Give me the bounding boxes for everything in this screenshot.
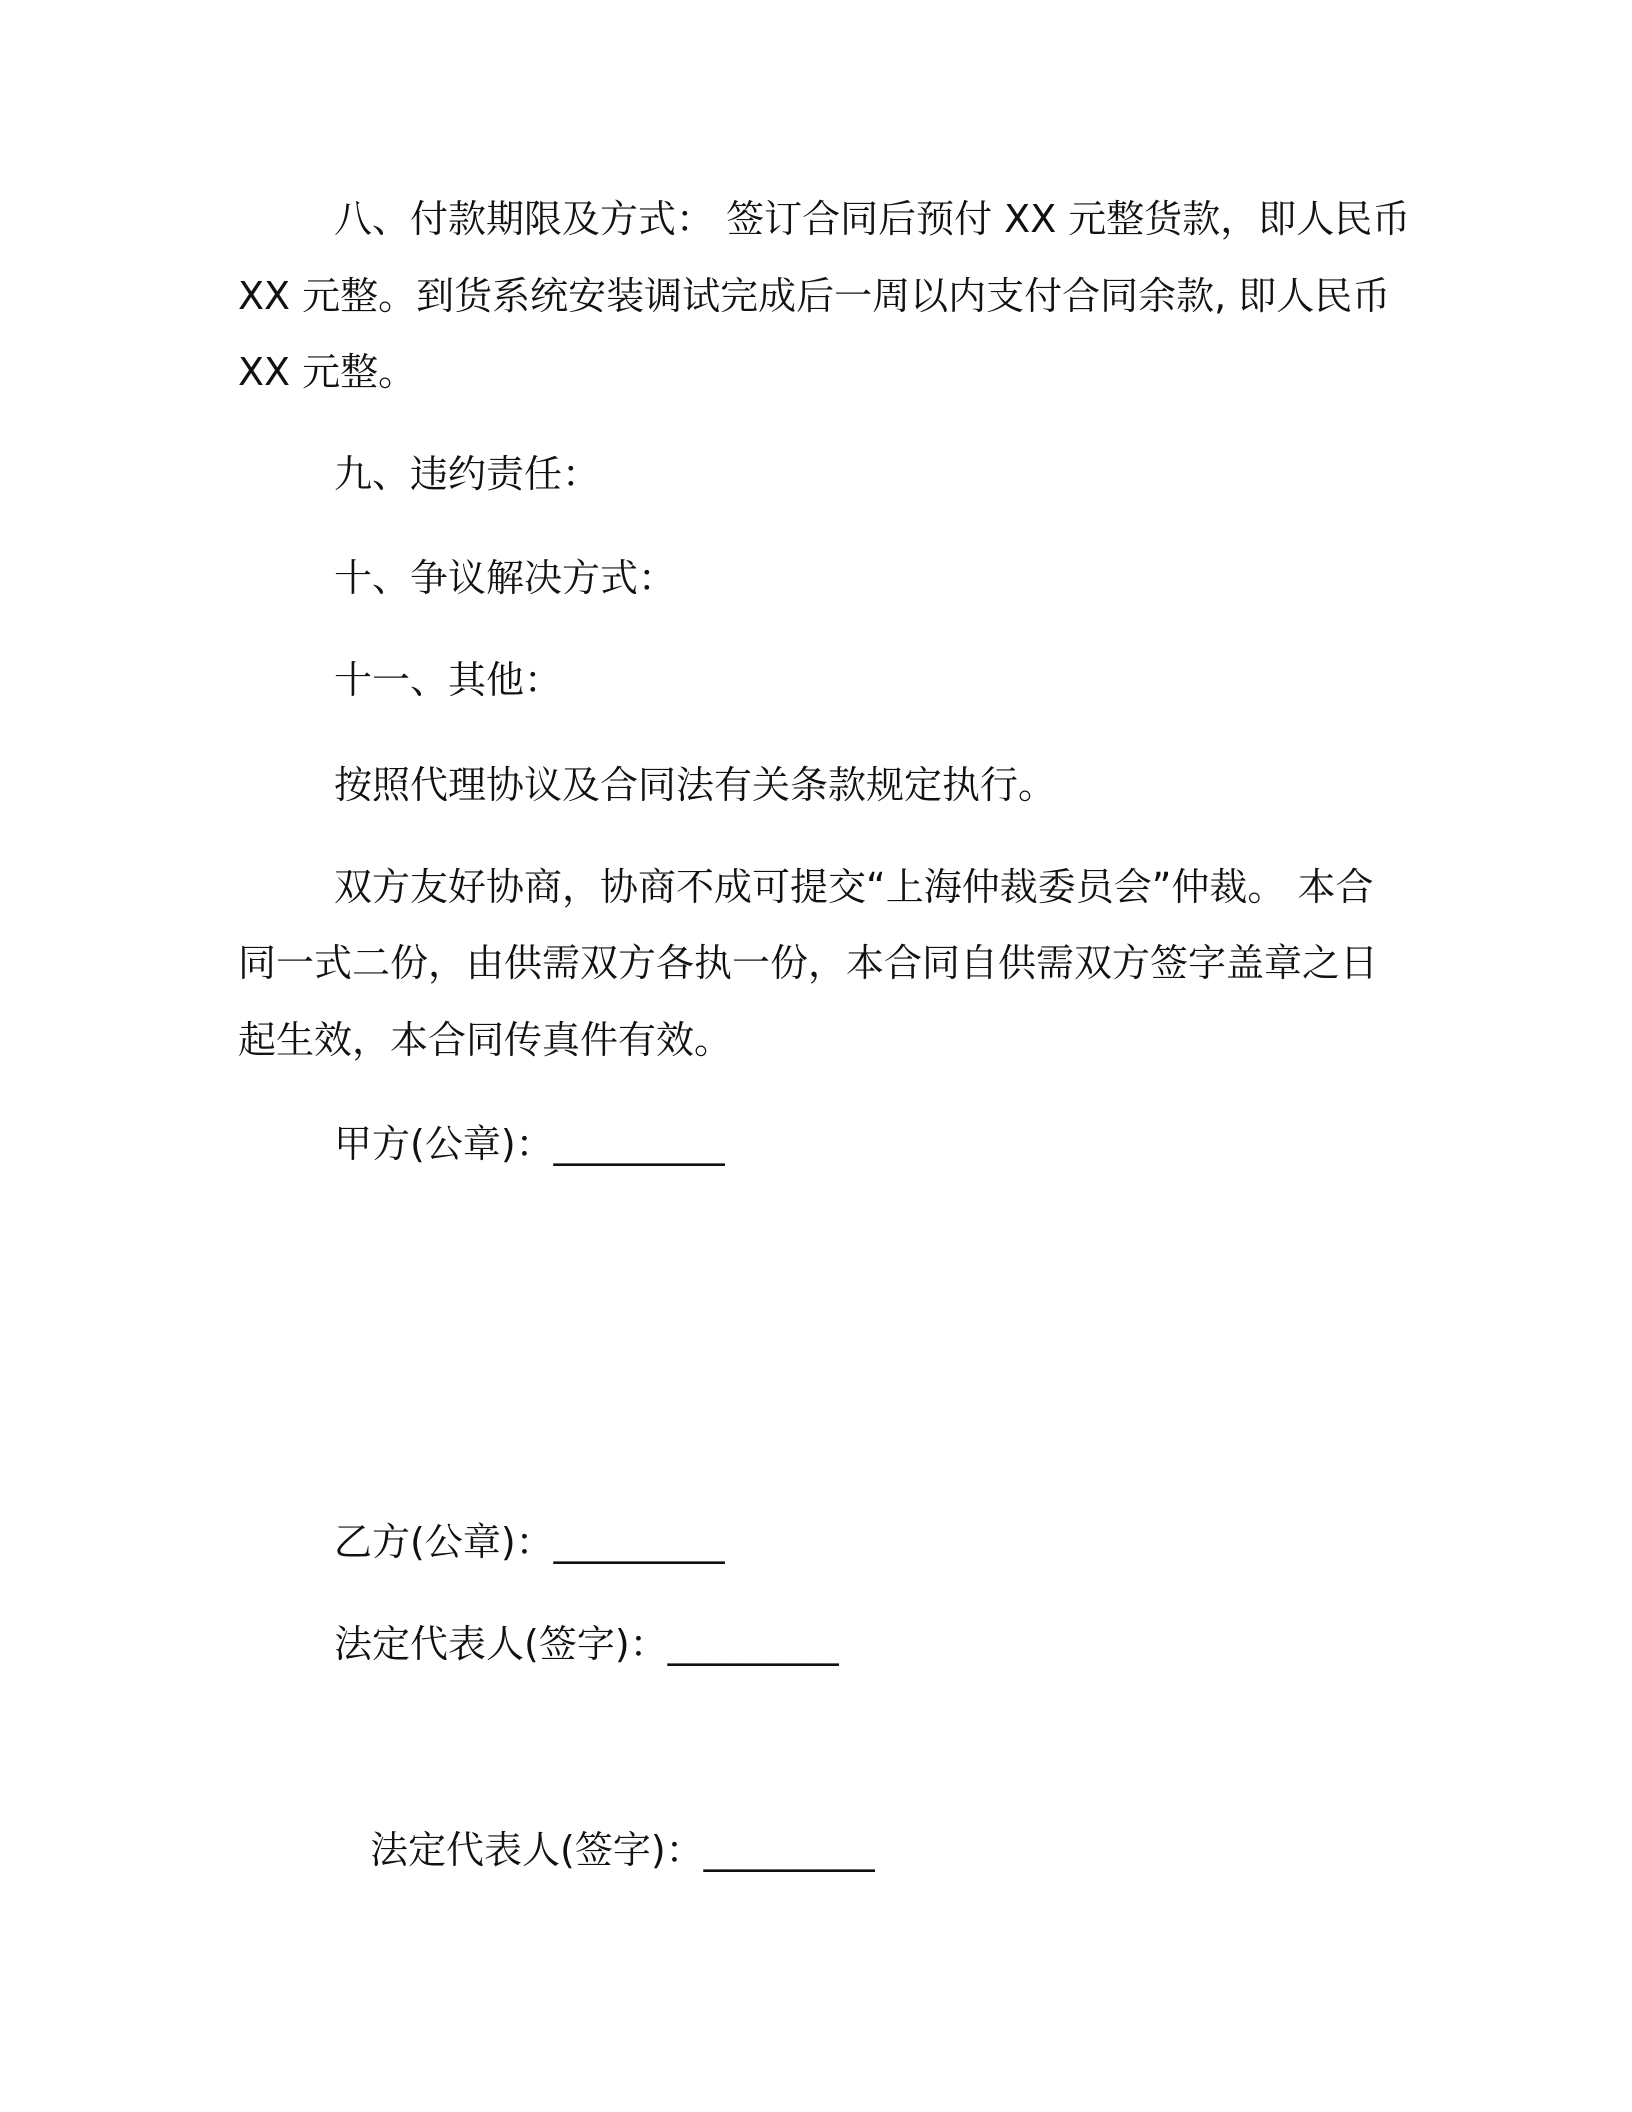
arbitration-line-1: 双方友好协商，协商不成可提交“上海仲裁委员会”仲裁。 本合 <box>334 865 1374 909</box>
party-b-seal: 乙方(公章)：_________ <box>334 1520 725 1564</box>
legal-representative-signature-1: 法定代表人(签字)：_________ <box>334 1622 839 1666</box>
clause-10: 十、争议解决方式： <box>334 556 677 600</box>
clause-9: 九、违约责任： <box>334 452 601 496</box>
execution-note: 按照代理协议及合同法有关条款规定执行。 <box>334 763 1057 807</box>
party-a-seal: 甲方(公章)：_________ <box>334 1122 725 1166</box>
legal-representative-signature-2: 法定代表人(签字)：_________ <box>370 1828 875 1872</box>
arbitration-line-2: 同一式二份，由供需双方各执一份，本合同自供需双方签字盖章之日 <box>238 941 1379 985</box>
arbitration-line-3: 起生效，本合同传真件有效。 <box>238 1018 733 1062</box>
clause-8-line-3: XX 元整。 <box>238 350 417 394</box>
clause-8-line-2: XX 元整。到货系统安装调试完成后一周以内支付合同余款, 即人民币 <box>238 274 1391 318</box>
clause-11: 十一、其他： <box>334 658 563 702</box>
clause-8-line-1: 八、付款期限及方式： 签订合同后预付 XX 元整货款，即人民币 <box>334 197 1411 241</box>
